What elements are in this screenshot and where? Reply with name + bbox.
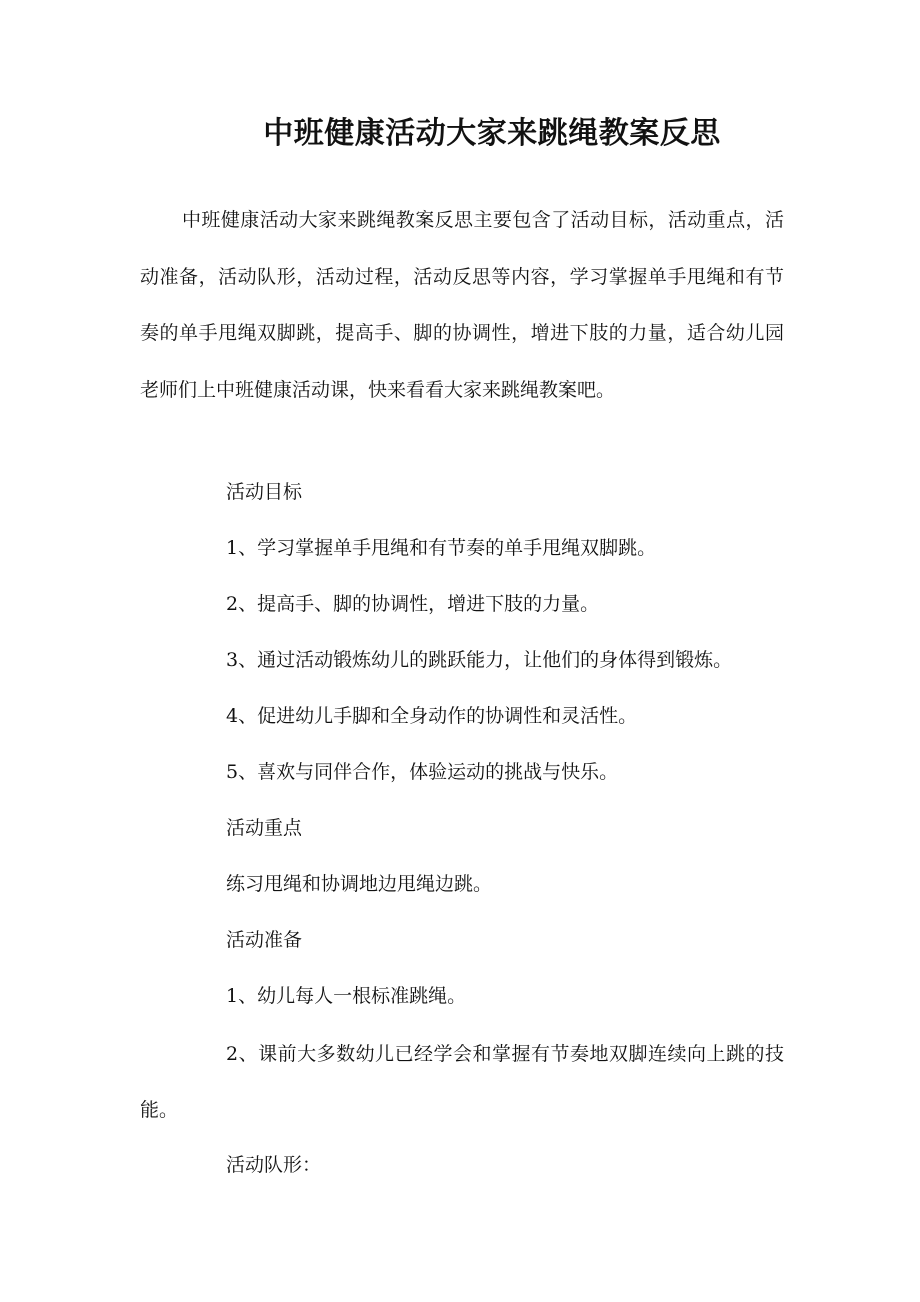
- goal-item-3: 3、通过活动锻炼幼儿的跳跃能力，让他们的身体得到锻炼。: [226, 649, 733, 671]
- document-title: 中班健康活动大家来跳绳教案反思: [263, 116, 721, 151]
- goal-item-5: 5、喜欢与同伴合作，体验运动的挑战与快乐。: [226, 761, 619, 783]
- prep-item-2: 2、课前大多数幼儿已经学会和掌握有节奏地双脚连续向上跳的技能。: [140, 1043, 784, 1121]
- goal-item-4: 4、促进幼儿手脚和全身动作的协调性和灵活性。: [226, 705, 638, 727]
- goal-item-1: 1、学习掌握单手甩绳和有节奏的单手甩绳双脚跳。: [226, 537, 657, 559]
- section-heading-preparation: 活动准备: [226, 929, 303, 951]
- section-heading-formation: 活动队形：: [226, 1154, 322, 1176]
- section-heading-goals: 活动目标: [226, 481, 303, 503]
- section-heading-focus: 活动重点: [226, 817, 303, 839]
- goal-item-2: 2、提高手、脚的协调性，增进下肢的力量。: [226, 593, 600, 615]
- prep-item-1: 1、幼儿每人一根标准跳绳。: [226, 985, 467, 1007]
- focus-text: 练习甩绳和协调地边甩绳边跳。: [226, 873, 493, 895]
- intro-paragraph: 中班健康活动大家来跳绳教案反思主要包含了活动目标，活动重点，活动准备，活动队形，活动过程，活动反思等内容，学习掌握单手甩绳和有节奏的单手甩绳双脚跳，提高手、脚的协调性，增进下肢的力量，适合幼儿园老师们上中班健康活动课，快来看看大家来跳绳教案吧。: [140, 209, 784, 401]
